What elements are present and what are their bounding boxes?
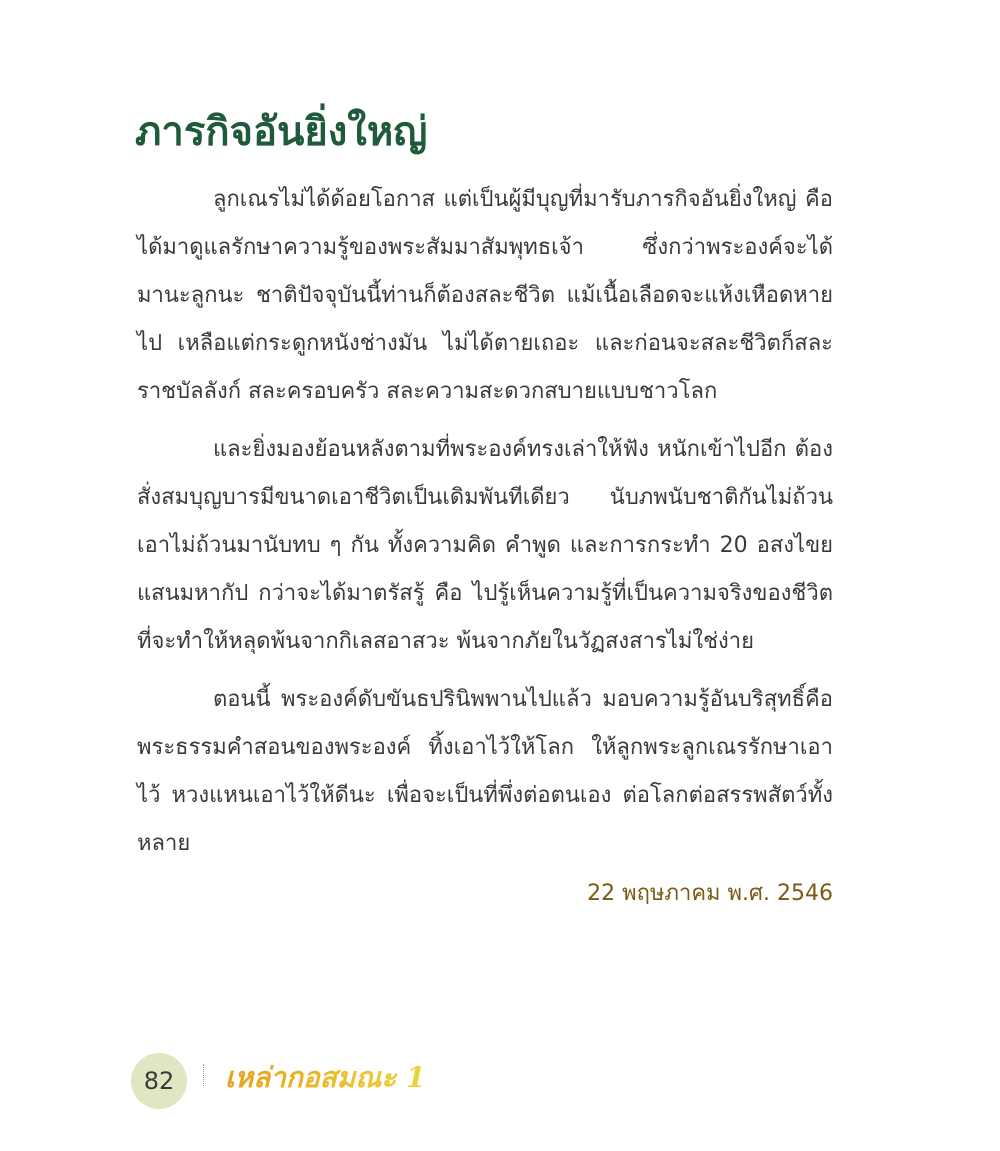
paragraph-3: ตอนนี้ พระองค์ดับขันธปรินิพพานไปแล้ว มอบความรู้อันบริสุทธิ์คือ พระธรรมคำสอนของพระองค์ ทิ้งเอาไว้ให้โลก ให้ลูกพระลูกเณรรักษาเอาไว้ หวงแหนเอาไว้ให้ดีนะ เพื่อจะเป็นที่พึ่งต่อตนเอง ต่อโลกต่อสรรพสัตว์ทั้งหลาย <box>137 687 833 856</box>
date-line: 22 พฤษภาคม พ.ศ. 2546 <box>587 881 833 906</box>
paragraph-1: ลูกเณรไม่ได้ด้อยโอกาส แต่เป็นผู้มีบุญที่มารับภารกิจอันยิ่งใหญ่ คือ ได้มาดูแลรักษาความรู้ของพระสัมมาสัมพุทธเจ้า ซึ่งกว่าพระองค์จะได้มานะลูกนะ ชาติปัจจุบันนี้ท่านก็ต้องสละชีวิต แม้เนื้อเลือดจะแห้งเหือดหายไป เหลือแต่กระดูกหนังช่างมัน ไม่ได้ตายเถอะ และก่อนจะสละชีวิตก็สละราชบัลลังก์ สละครอบครัว สละความสะดวกสบายแบบชาวโลก <box>137 187 833 404</box>
footer-divider <box>203 1064 204 1086</box>
page-footer <box>131 1050 531 1110</box>
series-title-text: เหล่ากอสมณะ 1 <box>225 1061 426 1094</box>
page-title: ภารกิจอันยิ่งใหญ่ <box>135 109 428 155</box>
paragraph-2: และยิ่งมองย้อนหลังตามที่พระองค์ทรงเล่าให้ฟัง หนักเข้าไปอีก ต้องสั่งสมบุญบารมีขนาดเอาชีวิตเป็นเดิมพันทีเดียว นับภพนับชาติกันไม่ถ้วนเอาไม่ถ้วนมานับทบ ๆ กัน ทั้งความคิด คำพูด และการกระทำ 20 อสงไขยแสนมหากัป กว่าจะได้มาตรัสรู้ คือ ไปรู้เห็นความรู้ที่เป็นความจริงของชีวิตที่จะทำให้หลุดพ้นจากกิเลสอาสวะ พ้นจากภัยในวัฏสงสารไม่ใช่ง่าย <box>137 437 833 654</box>
series-logo <box>223 1056 543 1096</box>
page-number-badge: 82 <box>131 1053 187 1109</box>
article-body <box>137 176 833 878</box>
